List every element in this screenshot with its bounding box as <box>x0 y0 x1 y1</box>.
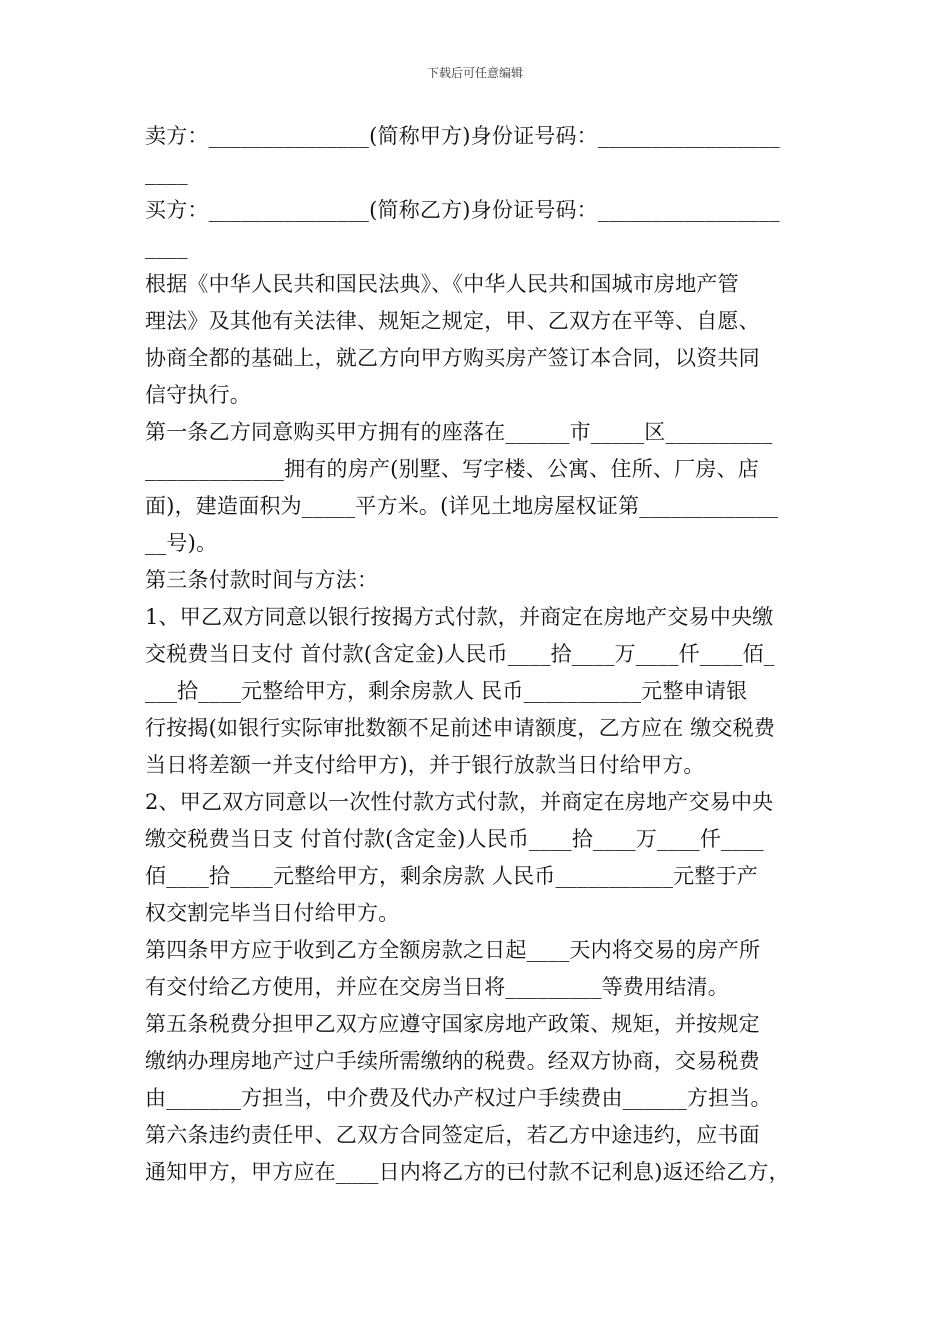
article-3-item-2: 权交割完毕当日付给甲方。 <box>145 901 400 925</box>
article-3-item-2: 缴交税费当日支 付首付款(含定金)人民币____拾____万____仟____ <box>145 827 764 851</box>
article-5-line: 缴纳办理房地产过户手续所需缴纳的税费。经双方协商，交易税费 <box>145 1049 760 1073</box>
article-1-line: 第一条乙方同意购买甲方拥有的座落在______市_____区__________ <box>145 420 773 444</box>
article-6-line: 通知甲方，甲方应在____日内将乙方的已付款不记利息)返还给乙方， <box>145 1160 790 1184</box>
article-5-line: 第五条税费分担甲乙双方应遵守国家房地产政策、规矩，并按规定 <box>145 1012 760 1036</box>
preamble-line: 理法》及其他有关法律、规矩之规定，甲、乙双方在平等、自愿、 <box>145 309 760 333</box>
article-4-line: 第四条甲方应于收到乙方全额房款之日起____天内将交易的房产所 <box>145 938 761 962</box>
article-4-line: 有交付给乙方使用，并应在交房当日将_________等费用结清。 <box>145 975 729 999</box>
article-3-item-1: 行按揭(如银行实际审批数额不足前述申请额度，乙方应在 缴交税费 <box>145 716 776 740</box>
seller-line: 卖方：_______________(简称甲方)身份证号码：_________________ <box>145 124 780 148</box>
buyer-line-cont: ____ <box>145 235 188 259</box>
article-3-item-1: 1、甲乙双方同意以银行按揭方式付款，并商定在房地产交易中央缴 <box>145 605 774 629</box>
article-1-line: _____________拥有的房产(别墅、写字楼、公寓、住所、厂房、店 <box>145 457 759 481</box>
seller-line-cont: ____ <box>145 161 188 185</box>
article-1-line: __号)。 <box>145 531 218 555</box>
article-3-heading: 第三条付款时间与方法： <box>145 568 379 592</box>
article-3-item-1: ___拾____元整给甲方，剩余房款人 民币___________元整申请银 <box>145 679 748 703</box>
buyer-line: 买方：_______________(简称乙方)身份证号码：_________________ <box>145 198 780 222</box>
preamble-line: 根据《中华人民共和国民法典》、《中华人民共和国城市房地产管 <box>145 272 739 296</box>
article-3-item-1: 当日将差额一并支付给甲方)，并于银行放款当日付给甲方。 <box>145 753 705 777</box>
preamble-line: 信守执行。 <box>145 383 251 407</box>
contract-body <box>145 118 815 1191</box>
article-3-item-2: 2、甲乙双方同意以一次性付款方式付款，并商定在房地产交易中央 <box>145 790 774 814</box>
article-1-line: 面)，建造面积为_____平方米。(详见土地房屋权证第_____________ <box>145 494 779 518</box>
article-3-item-2: 佰____拾____元整给甲方，剩余房款 人民币___________元整于产 <box>145 864 758 888</box>
article-3-item-1: 交税费当日支付 首付款(含定金)人民币____拾____万____仟____佰_ <box>145 642 775 666</box>
article-5-line: 由_______方担当，中介费及代办产权过户手续费由______方担当。 <box>145 1086 772 1110</box>
article-6-line: 第六条违约责任甲、乙双方合同签定后，若乙方中途违约，应书面 <box>145 1123 760 1147</box>
page-header: 下载后可任意编辑 <box>426 66 523 80</box>
preamble-line: 协商全都的基础上，就乙方向甲方购买房产签订本合同，以资共同 <box>145 346 760 370</box>
